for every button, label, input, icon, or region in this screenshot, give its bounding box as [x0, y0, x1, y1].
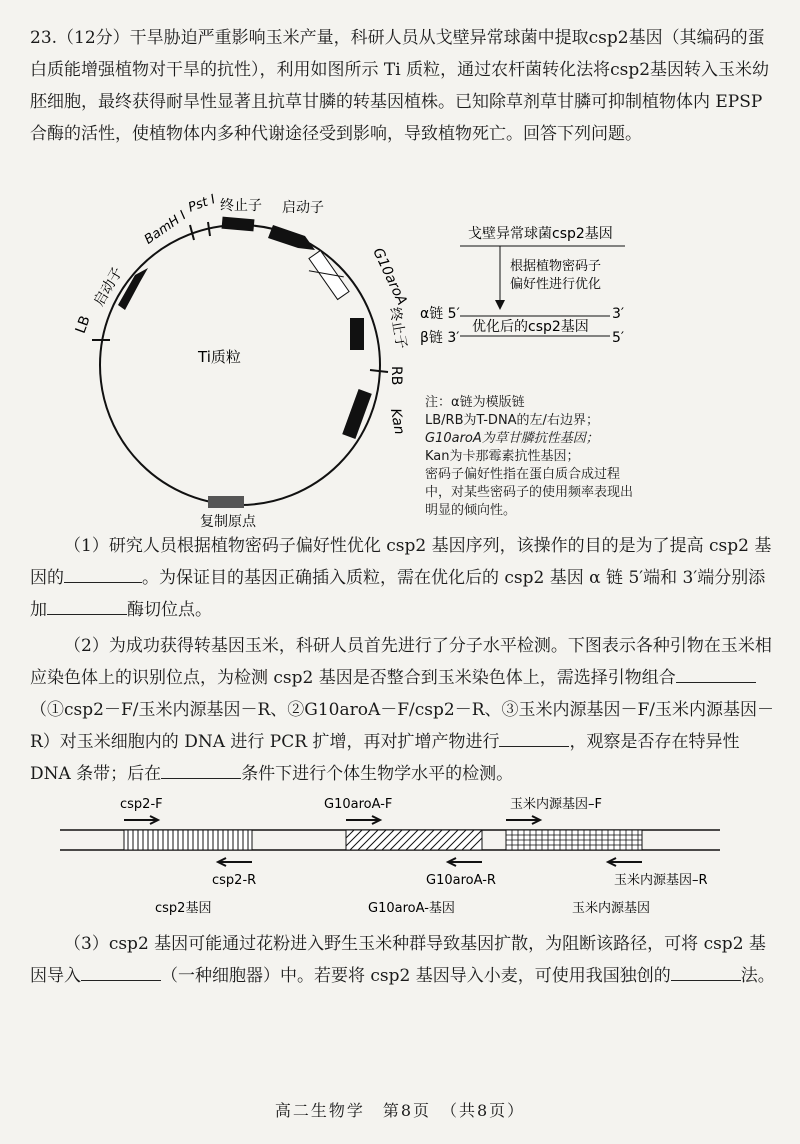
label-kan: Kan — [386, 407, 408, 436]
q1-text-a: （1）研究人员根据植物密码子偏好性优化 csp2 基因序列，该操作的目的是为了提高 csp2 基因的 — [30, 536, 772, 588]
label-csp2-gene: csp2基因 — [155, 901, 212, 916]
q3-text-a: （3）csp2 基因可能通过花粉进入野生玉米种群导致基因扩散，为阻断该路径，可将 csp2 基因导入 — [30, 934, 766, 986]
label-terminator-top: 终止子 — [220, 198, 262, 214]
label-endo-gene: 玉米内源基因 — [572, 901, 651, 916]
label-endo-r: 玉米内源基因–R — [614, 873, 708, 888]
answer-blank-6[interactable] — [81, 960, 161, 981]
promoter-arrow-top — [268, 225, 315, 250]
label-lb: LB — [72, 313, 94, 336]
beta-end: 5′ — [612, 330, 625, 346]
label-g10-r: G10aroA-R — [426, 873, 496, 888]
note-line: G10aroA为草甘膦抗性基因； — [425, 431, 599, 446]
alpha-end: 3′ — [612, 306, 625, 322]
label-ori: 复制原点 — [200, 514, 256, 530]
label-plasmid-name: Ti质粒 — [198, 348, 241, 366]
question-3 — [30, 928, 775, 992]
diagram-notes — [425, 394, 645, 520]
answer-blank-7[interactable] — [671, 960, 741, 981]
q2-text-d: 条件下进行个体生物学水平的检测。 — [241, 764, 514, 784]
primer-diagram — [40, 790, 740, 920]
gene-flow-diagram — [420, 218, 640, 348]
terminator-block-top — [222, 217, 255, 232]
question-intro: 23.（12分）干旱胁迫严重影响玉米产量，科研人员从戈壁异常球菌中提取csp2基因（其编码的蛋白质能增强植物对干旱的抗性），利用如图所示 Ti 质粒，通过农杆菌转化法将csp2基因转入玉米幼胚细胞，最终获得耐旱性显著且抗草甘膦的转基因植株。已知除草剂草甘膦可抑制植物体内 EPSP 合酶的活性，使植物体内多种代谢途径受到影响，导致植物死亡。回答下列问题。 — [30, 28, 770, 144]
alpha-strand: α链 5′ — [420, 306, 460, 322]
q1-text-c: 酶切位点。 — [127, 600, 212, 620]
gene-step-line2: 偏好性进行优化 — [510, 277, 602, 292]
csp2-f-arrow-icon — [124, 816, 158, 824]
note-line: Kan为卡那霉素抗性基因； — [425, 449, 580, 464]
q3-text-c: 法。 — [740, 966, 775, 986]
endogenous-gene-block — [506, 830, 642, 850]
beta-strand: β链 3′ — [420, 330, 460, 346]
label-endo-f: 玉米内源基因–F — [510, 797, 602, 812]
rb-site — [370, 370, 388, 372]
optimized-gene: 优化后的csp2基因 — [472, 319, 589, 335]
q3-text-b: （一种细胞器）中。若要将 csp2 基因导入小麦，可使用我国独创的 — [161, 966, 671, 986]
flow-arrow-icon — [495, 300, 505, 310]
answer-blank-2[interactable] — [47, 594, 127, 615]
question-2 — [30, 630, 775, 790]
answer-blank-3[interactable] — [676, 662, 756, 683]
csp2-gene-block — [124, 830, 252, 850]
label-terminator-right: 终止子 — [386, 305, 410, 351]
ti-plasmid-diagram — [60, 190, 420, 530]
pst1-site — [208, 222, 210, 236]
answer-blank-4[interactable] — [499, 726, 569, 747]
gene-step-line1: 根据植物密码子 — [510, 259, 602, 274]
q2-text-a: （2）为成功获得转基因玉米，科研人员首先进行了分子水平检测。下图表示各种引物在玉米相应染色体上的识别位点，为检测 csp2 基因是否整合到玉米染色体上，需选择引物组合 — [30, 636, 772, 688]
label-bamh1: BamH I — [141, 208, 190, 248]
label-promoter-top: 启动子 — [282, 200, 324, 216]
csp2-r-arrow-icon — [218, 858, 252, 866]
label-g10aroa: G10aroA — [369, 245, 410, 308]
answer-blank-1[interactable] — [64, 562, 142, 583]
g10-r-arrow-icon — [448, 858, 482, 866]
endo-f-arrow-icon — [506, 816, 540, 824]
question-1 — [30, 530, 775, 626]
g10aroa-gene-block — [346, 830, 482, 850]
label-pst1: Pst I — [186, 192, 218, 216]
answer-blank-5[interactable] — [161, 758, 241, 779]
terminator-block-right — [350, 318, 364, 350]
label-promoter-left: 启动子 — [91, 264, 127, 310]
ori-block — [208, 496, 244, 508]
label-csp2-f: csp2-F — [120, 797, 163, 812]
note-line: LB/RB为T-DNA的左/右边界； — [425, 413, 599, 428]
label-g10-gene: G10aroA-基因 — [368, 901, 455, 916]
note-line: 密码子偏好性指在蛋白质合成过程中，对某些密码子的使用频率表现出明显的倾向性。 — [425, 467, 634, 518]
endo-r-arrow-icon — [608, 858, 642, 866]
label-g10-f: G10aroA-F — [324, 797, 393, 812]
q1-text-b: 。为保证目的基因正确插入质粒，需在优化后的 csp2 基因 α 链 5′端和 3′端分别添加 — [30, 568, 766, 620]
gene-source: 戈壁异常球菌csp2基因 — [468, 226, 613, 242]
kan-block — [342, 389, 372, 439]
label-rb: RB — [388, 366, 404, 386]
q2-text-c: ，观察是否存在特异性 DNA 条带；后在 — [30, 732, 740, 784]
label-csp2-r: csp2-R — [212, 873, 257, 888]
q2-text-b: （①csp2－F/玉米内源基因－R、②G10aroA－F/csp2－R、③玉米内源基因－F/玉米内源基因－R）对玉米细胞内的 DNA 进行 PCR 扩增，再对扩增产物进行 — [30, 700, 775, 752]
note-line: 注：α链为模版链 — [425, 395, 525, 410]
page-footer: 高二生物学 第8页 （共8页） — [274, 1101, 526, 1120]
g10-f-arrow-icon — [346, 816, 380, 824]
